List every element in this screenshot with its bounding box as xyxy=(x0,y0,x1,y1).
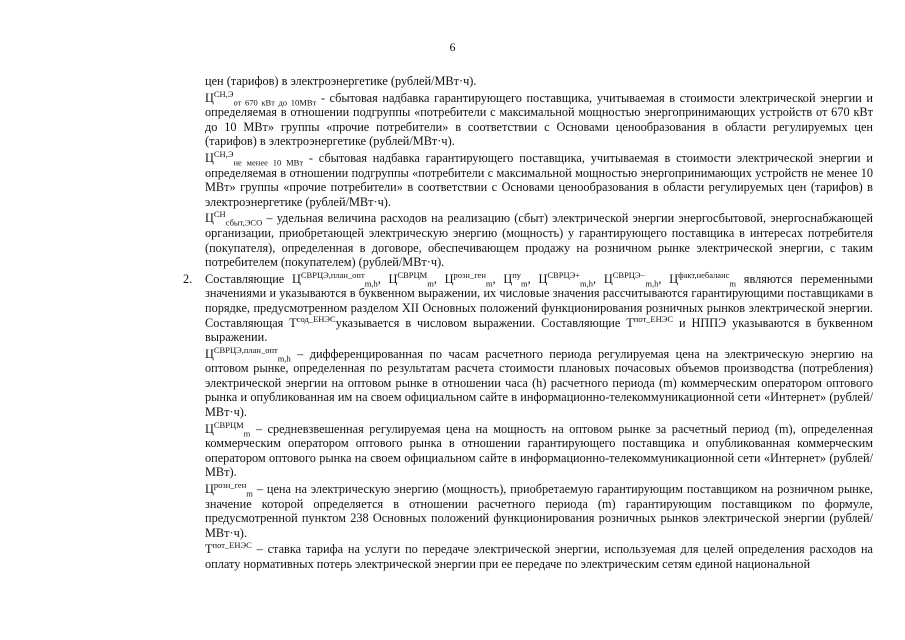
list-item-2 xyxy=(183,269,873,345)
paragraph: $Ц^{СН,Э}_{не менее 10 МВт}$ - сбытовая надбавка гарантирующего поставщика, учитываемая в стоимости электрической энергии и определяемая в отношении подгруппы «потребители с максимальной мощностью энергопринимающих устройств не менее 10 МВт» группы «прочие потребители» в соответствии с Основами ценообразования в области регулируемых цен (тарифов) в электроэнергетике (рублей/МВт·ч). xyxy=(205,148,873,209)
paragraph: $Ц^{СН}_{сбыт,ЭСО}$ – удельная величина расходов на реализацию (сбыт) электрической энергии энергосбытовой, энергоснабжающей организации, приобретающей электрическую энергию (мощность) у гарантирующего поставщика в интересах потребителя (покупателя), определенная в договоре, обеспечивающем продажу на розничном рынке электрической энергии, с таким потребителем (покупателем) (рублей/МВт·ч). xyxy=(205,209,873,270)
definition: $Ц^{СВРЦЭ,план\_опт}_{m,h}$ – дифференцированная по часам расчетного периода регулируемая цена на электрическую энергию на оптовом рынке, определенная по результатам расчета стоимости плановых почасовых объемов производства (потребления) электрической энергии на оптовом рынке в отношении часа (h) расчетного периода (m) коммерческим оператором оптового рынка и опубликованная им на своем официальном сайте в информационно-телекоммуникационной сети «Интернет» (рублей/МВт·ч). xyxy=(205,344,873,420)
definition: $Т^{пот\_ЕНЭС}$ – ставка тарифа на услуги по передаче электрической энергии, используемая для целей определения расходов на оплату нормативных потерь электрической энергии при ее передаче по электрическим сетям единой национальной xyxy=(205,540,873,571)
document-body xyxy=(183,74,873,574)
paragraph: цен (тарифов) в электроэнергетике (рублей/МВт·ч). xyxy=(205,74,477,88)
paragraph: $Ц^{СН,Э}_{от 670 кВт до 10МВт}$ - сбытовая надбавка гарантирующего поставщика, учитываемая в стоимости электрической энергии и определяемая в отношении подгруппы «потребители с максимальной мощностью энергопринимающих устройств от 670 кВт до 10 МВт» группы «прочие потребители» в соответствии с Основами ценообразования в области регулируемых цен (тарифов) в электроэнергетике (рублей/МВт·ч). xyxy=(205,88,873,149)
list-item-number: 2. xyxy=(183,271,193,286)
page-number: 6 xyxy=(449,40,456,54)
definition: $Ц^{розн\_ген}_m$ – цена на электрическую энергию (мощность), приобретаемую гарантирующим поставщиком на розничном рынке, значение которой определяется в отношении расчетного периода (m) гарантирующим поставщиком по формуле, предусмотренной пунктом 238 Основных положений функционирования розничных рынков электрической энергии (рублей/МВт·ч). xyxy=(205,479,873,540)
definition: $Ц^{СВРЦМ}_m$ – средневзвешенная регулируемая цена на мощность на оптовом рынке за расчетный период (m), определенная коммерческим оператором оптового рынка в отношении гарантирующего поставщика и опубликованная коммерческим оператором оптового рынка на своем официальном сайте в информационно-телекоммуникационной сети «Интернет» (рублей/МВт). xyxy=(205,419,873,480)
list-item-text: Составляющие $Ц^{СВРЦЭ,план\_опт}_{m,h}$, $Ц^{СВРЦМ}_m$, $Ц^{розн\_ген}_m$, $Ц^{пу}_m$, $Ц^{СВРЦЭ+}_{m,h}$, $Ц^{СВРЦЭ-}_{m,h}$, $Ц^{факт,небаланс}_m$ являются переменными значениями и указываются в буквенном выражении, их числовые значения рассчитываются гарантирующими поставщиками в порядке, предусмотренном разделом XII Основных положений функционирования розничных рынков электрической энергии. Составляющая $Т^{сод\_ЕНЭС}указывается$ в числовом выражении. Составляющие $Т^{пот\_ЕНЭС}$ и НППЭ указываются в буквенном выражении. xyxy=(205,269,873,345)
